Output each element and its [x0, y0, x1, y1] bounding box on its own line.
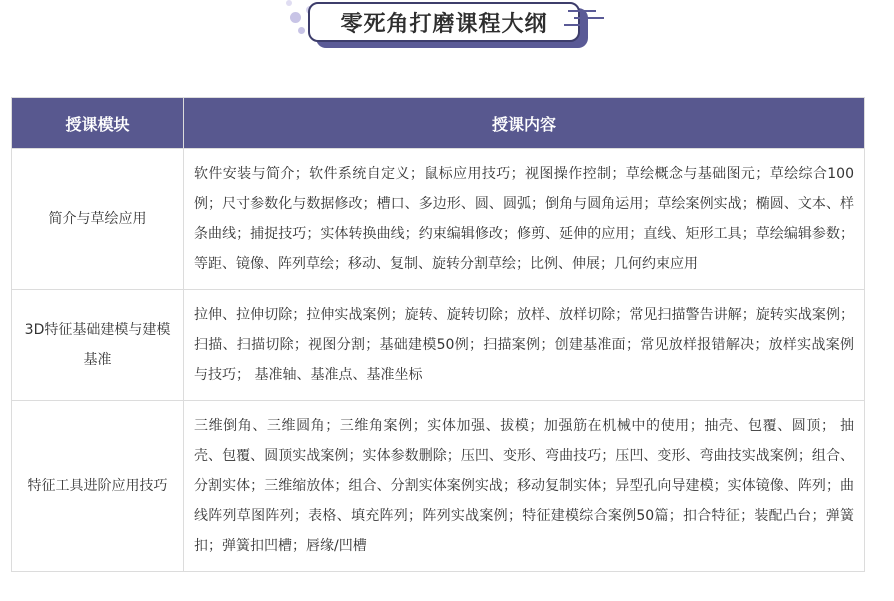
header-content: 授课内容	[184, 98, 865, 149]
table-row	[12, 149, 865, 290]
table-row	[12, 290, 865, 401]
module-cell: 简介与草绘应用	[12, 149, 184, 290]
content-cell: 拉伸、拉伸切除；拉伸实战案例；旋转、旋转切除；放样、放样切除；常见扫描警告讲解；旋转实战案例；扫描、扫描切除；视图分割；基础建模50例；扫描案例；创建基准面；常见放样报错解决；放样实战案例与技巧； 基准轴、基准点、基准坐标	[184, 290, 865, 401]
course-outline-table	[11, 97, 865, 572]
content-cell: 软件安装与简介；软件系统自定义；鼠标应用技巧；视图操作控制；草绘概念与基础图元；草绘综合100例；尺寸参数化与数据修改；槽口、多边形、圆、圆弧；倒角与圆角运用；草绘案例实战；椭圆、文本、样条曲线；捕捉技巧；实体转换曲线；约束编辑修改；修剪、延伸的应用；直线、矩形工具；草绘编辑参数；等距、镜像、阵列草绘；移动、复制、旋转分割草绘；比例、伸展；几何约束应用	[184, 149, 865, 290]
module-cell: 特征工具进阶应用技巧	[12, 401, 184, 572]
module-cell: 3D特征基础建模与建模基准	[12, 290, 184, 401]
banner-frame	[308, 2, 580, 42]
title-banner	[284, 0, 624, 60]
header-module: 授课模块	[12, 98, 184, 149]
table-header-row	[12, 98, 865, 149]
page-title: 零死角打磨课程大纲	[340, 11, 548, 37]
content-cell: 三维倒角、三维圆角；三维角案例；实体加强、拔模；加强筋在机械中的使用；抽壳、包覆、圆顶； 抽壳、包覆、圆顶实战案例；实体参数删除；压凹、变形、弯曲技巧；压凹、变形、弯曲技实战案例；组合、分割实体；三维缩放体；组合、分割实体案例实战；移动复制实体；异型孔向导建模；实体镜像、阵列；曲线阵列草图阵列；表格、填充阵列；阵列实战案例；特征建模综合案例50篇；扣合特征；装配凸台；弹簧扣；弹簧扣凹槽；唇缘/凹槽	[184, 401, 865, 572]
table-row	[12, 401, 865, 572]
